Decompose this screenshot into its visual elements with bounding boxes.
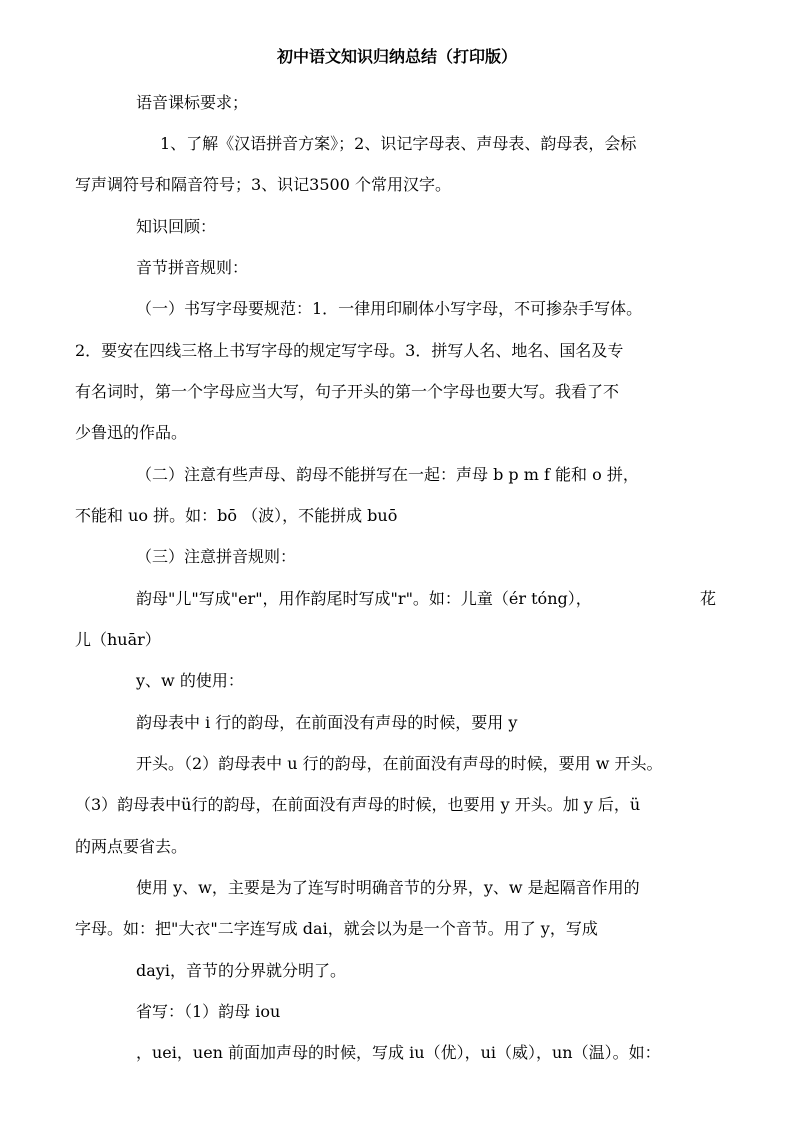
text-line: y、w 的使用： [136,671,244,690]
text-line: 少鲁迅的作品。 [75,423,188,442]
text-fragment: 花 [700,589,717,608]
text-line: ，uei，uen 前面加声母的时候，写成 iu（优），ui（威），un（温）。如： [136,1043,661,1062]
text-line: 2．要安在四线三格上书写字母的规定写字母。3．拼写人名、地名、国名及专 [75,341,624,360]
text-line: 的两点要省去。 [75,837,188,856]
text-line: 韵母表中 i 行的韵母，在前面没有声母的时候，要用 y [136,713,518,732]
text-line: 语音课标要求； [136,93,249,112]
text-line: 1、了解《汉语拼音方案》；2、识记字母表、声母表、韵母表，会标 [160,134,637,153]
text-line: 字母。如：把"大衣"二字连写成 dai，就会以为是一个音节。用了 y，写成 [75,919,598,938]
text-line: （二）注意有些声母、韵母不能拼写在一起：声母 b p m f 能和 o 拼， [136,465,639,484]
text-line: （3）韵母表中ü行的韵母，在前面没有声母的时候，也要用 y 开头。加 y 后，ü [75,795,641,814]
text-line: 儿（huār） [75,630,161,649]
text-line: dayi，音节的分界就分明了。 [136,961,346,980]
text-line: （三）注意拼音规则： [136,547,297,566]
text-line: 不能和 uo 拼。如：bō （波），不能拼成 buō [75,506,398,525]
text-line: 有名词时，第一个字母应当大写，句子开头的第一个字母也要大写。我看了不 [75,382,620,401]
text-line: （一）书写字母要规范：1．一律用印刷体小写字母，不可掺杂手写体。 [136,299,643,318]
text-line: 使用 y、w，主要是为了连写时明确音节的分界，y、w 是起隔音作用的 [136,878,640,897]
page-title: 初中语文知识归纳总结（打印版） [276,47,517,66]
text-line: 韵母"儿"写成"er"，用作韵尾时写成"r"。如：儿童（ér tóng）， [136,589,592,608]
text-line: 音节拼音规则： [136,258,249,277]
text-line: 知识回顾： [136,217,217,236]
text-line: 开头。（2）韵母表中 u 行的韵母，在前面没有声母的时候，要用 w 开头。 [136,754,663,773]
text-line: 省写：（1）韵母 iou [136,1002,281,1021]
text-line: 写声调符号和隔音符号；3、识记3500 个常用汉字。 [75,175,451,194]
